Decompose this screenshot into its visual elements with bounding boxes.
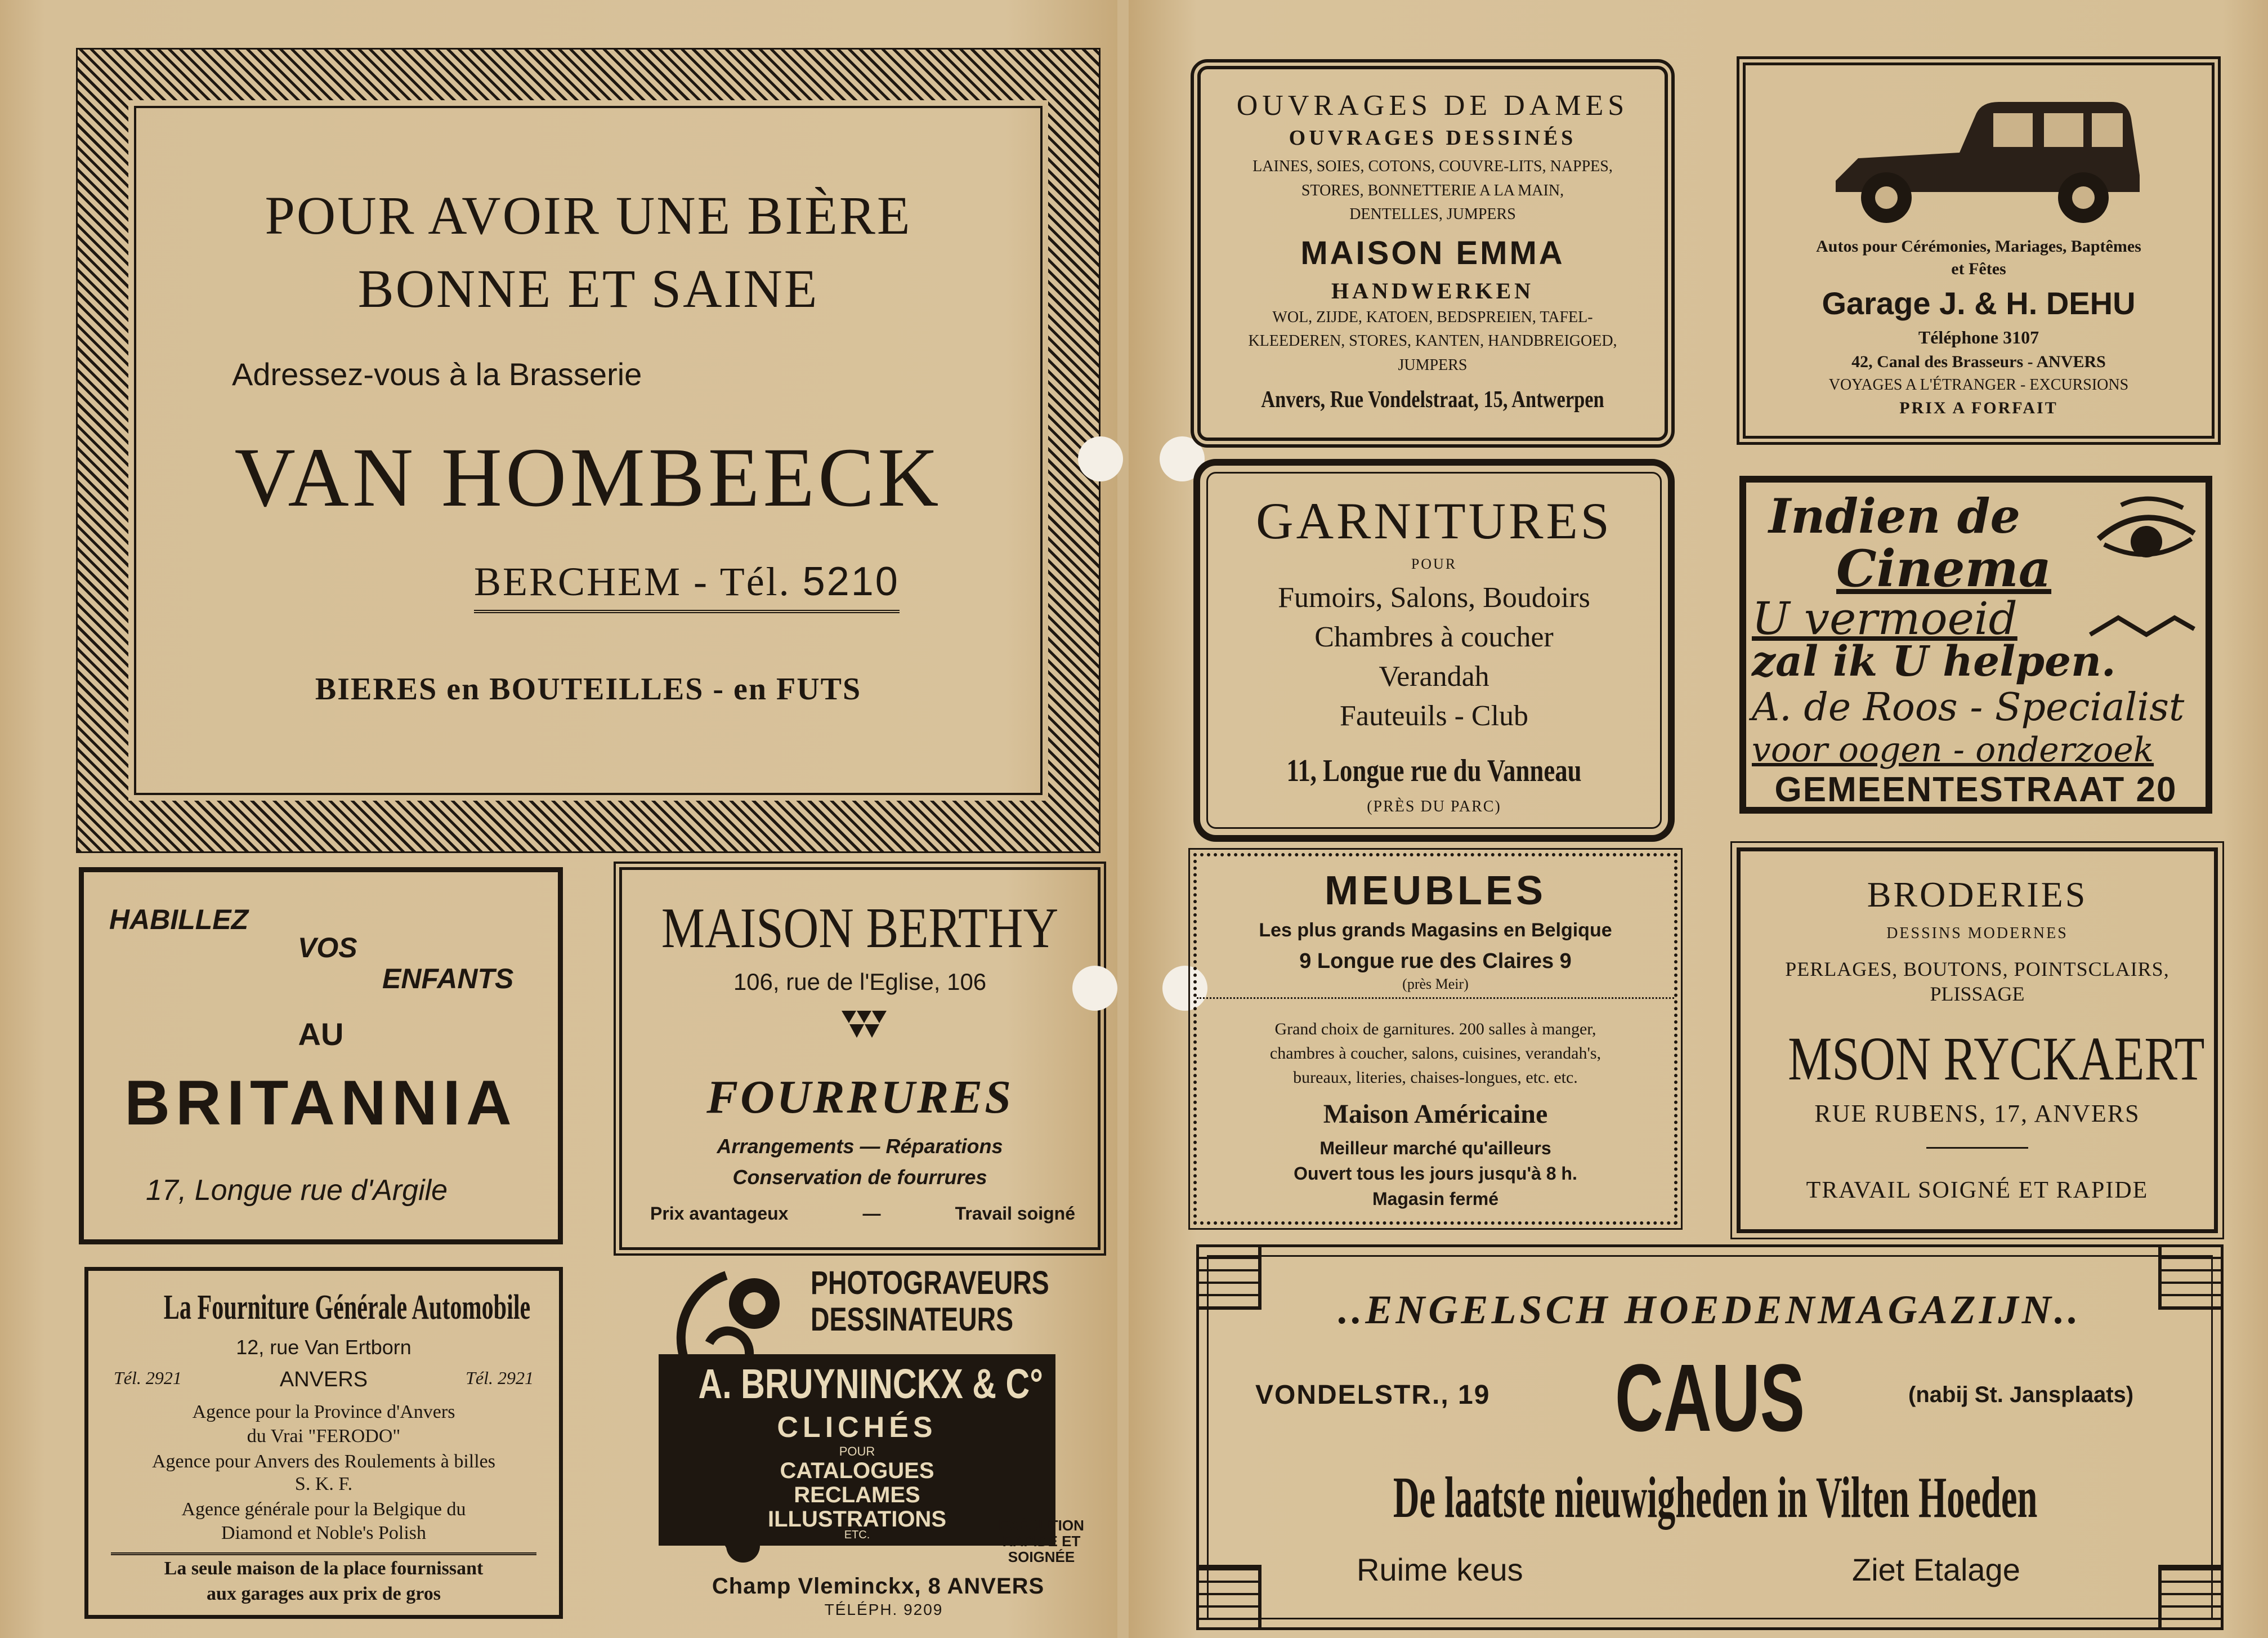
dehu-line1: Autos pour Cérémonies, Mariages, Baptêmes [1816, 237, 2141, 256]
cinema-line3: U vermoeid [1752, 592, 2018, 645]
dehu-phone: Téléphone 3107 [1918, 327, 2039, 347]
footer-text: BIERES en BOUTEILLES - en FUTS [315, 672, 862, 707]
broderies-ad [1737, 847, 2218, 1233]
cinema-line1: Indien de [1769, 488, 2020, 544]
bruyninckx-exec1: EXÉCUTION [999, 1517, 1084, 1534]
caus-slogan: De laatste nieuwigheden in Vilten Hoeden [1393, 1465, 2038, 1530]
bruyninckx-cliches: CLICHÉS [777, 1411, 937, 1444]
meubles-desc3: bureaux, literies, chaises-longues, etc. etc. [1293, 1068, 1578, 1087]
limousine-car-icon [1824, 91, 2151, 226]
caus-name: CAUS [1614, 1345, 1805, 1452]
bruyninckx-c3: ILLUSTRATIONS [767, 1507, 946, 1532]
berthy-dash: — [862, 1203, 881, 1224]
emma-name: MAISON EMMA [1300, 235, 1565, 271]
headline-line2: BONNE ET SAINE [357, 258, 819, 319]
emma-ad [1191, 59, 1675, 448]
broderies-address: RUE RUBENS, 17, ANVERS [1814, 1100, 2140, 1127]
location-text: BERCHEM - Tél. [474, 559, 791, 604]
cinema-line6: voor oogen - onderzoek [1752, 730, 2154, 770]
garnitures-line1: Fumoirs, Salons, Boudoirs [1278, 582, 1590, 614]
caus-title: ..ENGELSCH HOEDENMAGAZIJN.. [1338, 1287, 2082, 1332]
fourniture-line3: Agence pour Anvers des Roulements à billes [152, 1451, 495, 1472]
cinema-line7: GEMEENTESTRAAT 20 [1774, 770, 2177, 809]
fourniture-footer1: La seule maison de la place fournissant [164, 1558, 484, 1579]
emma-line6: JUMPERS [1398, 356, 1468, 374]
emma-line4: WOL, ZIJDE, KATOEN, BEDSPREIEN, TAFEL- [1272, 309, 1593, 326]
garnitures-line4: Fauteuils - Club [1339, 700, 1529, 732]
garnitures-pour: POUR [1411, 556, 1457, 572]
berthy-title: FOURRURES [706, 1071, 1013, 1123]
intro-text: Adressez-vous à la Brasserie [232, 356, 642, 392]
caus-street: VONDELSTR., 19 [1255, 1380, 1491, 1410]
garnitures-address: 11, Longue rue du Vanneau [1286, 753, 1582, 788]
caus-ad [1196, 1244, 2224, 1630]
right-page [1129, 0, 2268, 1638]
bruyninckx-exec2: RAPIDE ET [1002, 1533, 1081, 1550]
meubles-desc1: Grand choix de garnitures. 200 salles à manger, [1274, 1020, 1596, 1038]
berthy-address: 106, rue de l'Eglise, 106 [733, 968, 987, 995]
meubles-name: Maison Américaine [1323, 1099, 1548, 1129]
caus-left: Ruime keus [1357, 1552, 1523, 1587]
cinema-ad [1739, 476, 2212, 814]
meubles-line3: (près Meir) [1402, 976, 1469, 992]
berthy-left: Prix avantageux [650, 1203, 789, 1224]
dehu-line2: et Fêtes [1951, 260, 2006, 278]
bruyninckx-etc: ETC. [844, 1529, 870, 1541]
meubles-title: MEUBLES [1324, 868, 1547, 913]
broderies-sub: DESSINS MODERNES [1886, 925, 2068, 942]
fourniture-city: ANVERS [279, 1368, 368, 1391]
bruyninckx-top1: PHOTOGRAVEURS [811, 1265, 1049, 1301]
fourniture-line1: Agence pour la Province d'Anvers [192, 1402, 455, 1422]
broderies-footer: TRAVAIL SOIGNÉ ET RAPIDE [1806, 1177, 2149, 1203]
britannia-line4: AU [298, 1016, 344, 1052]
caus-near: (nabij St. Jansplaats) [1908, 1382, 2134, 1407]
meubles-line1: Les plus grands Magasins en Belgique [1259, 920, 1612, 941]
meubles-footer2: Ouvert tous les jours jusqu'à 8 h. [1294, 1163, 1577, 1184]
inner-frame [134, 106, 1043, 795]
bruyninckx-pour: POUR [839, 1444, 875, 1458]
bruyninckx-exec3: SOIGNÉE [1008, 1548, 1075, 1565]
garnitures-ad [1193, 459, 1675, 842]
broderies-title: BRODERIES [1867, 874, 2088, 914]
fourniture-tel-right: Tél. 2921 [466, 1368, 534, 1388]
bruyninckx-plate [659, 1354, 1055, 1546]
britannia-ad [79, 867, 563, 1244]
emma-line1: LAINES, SOIES, COTONS, COUVRE-LITS, NAPPES, [1252, 158, 1613, 175]
left-page [0, 0, 1117, 1638]
garnitures-near: (PRÈS DU PARC) [1367, 798, 1501, 815]
meubles-footer1: Meilleur marché qu'ailleurs [1319, 1138, 1551, 1158]
britannia-name: BRITANNIA [124, 1068, 517, 1138]
berthy-footer [650, 1203, 1075, 1224]
emma-title1: OUVRAGES DE DAMES [1236, 90, 1629, 122]
fourniture-tel-row [114, 1368, 534, 1392]
fourniture-line2: du Vrai "FERODO" [247, 1426, 401, 1447]
fourniture-footer2: aux garages aux prix de gros [207, 1583, 441, 1604]
broderies-name: MSON RYCKAERT [1788, 1024, 2205, 1093]
punch-hole-left-top [1078, 436, 1123, 481]
broderies-line2: PLISSAGE [1930, 983, 2025, 1005]
emma-title2: OUVRAGES DESSINÉS [1289, 126, 1577, 150]
bruyninckx-address: Champ Vleminckx, 8 ANVERS [712, 1574, 1045, 1599]
bruyninckx-exec [974, 1518, 1109, 1565]
meubles-line2: 9 Longue rue des Claires 9 [1299, 949, 1572, 973]
diamond-ornament-icon [842, 1011, 887, 1039]
fourniture-line5: Agence générale pour la Belgique du [181, 1499, 466, 1520]
cinema-line5: A. de Roos - Specialist [1752, 685, 2185, 730]
dehu-address: 42, Canal des Brasseurs - ANVERS [1851, 352, 2106, 371]
bruyninckx-top2: DESSINATEURS [811, 1301, 1014, 1338]
brasserie-ad [76, 48, 1101, 853]
berthy-right: Travail soigné [955, 1203, 1075, 1224]
location-line [474, 559, 900, 613]
britannia-address: 17, Longue rue d'Argile [146, 1174, 448, 1207]
berthy-line2: Conservation de fourrures [732, 1166, 987, 1189]
fourniture-line4: S. K. F. [294, 1474, 353, 1494]
emma-address: Anvers, Rue Vondelstraat, 15, Antwerpen [1261, 387, 1604, 413]
garnitures-line2: Chambres à coucher [1314, 621, 1554, 653]
dehu-name: Garage J. & H. DEHU [1822, 285, 2136, 321]
dehu-price: PRIX A FORFAIT [1899, 399, 2058, 417]
berthy-ad [619, 867, 1101, 1250]
bruyninckx-c1: CATALOGUES [780, 1458, 934, 1483]
brewery-name: VAN HOMBEECK [234, 431, 942, 524]
phone-number: 5210 [802, 559, 900, 604]
dehu-travel: VOYAGES A L'ÉTRANGER - EXCURSIONS [1828, 376, 2129, 394]
fourniture-tel-left: Tél. 2921 [114, 1368, 182, 1388]
punch-hole-left-bottom [1072, 966, 1117, 1011]
fourniture-ad [84, 1267, 563, 1619]
fourniture-title: La Fourniture Générale Automobile [163, 1288, 531, 1327]
britannia-line2: VOS [298, 932, 357, 963]
emma-line3: DENTELLES, JUMPERS [1349, 206, 1516, 223]
meubles-footer3: Magasin fermé [1372, 1189, 1499, 1209]
broderies-divider [1926, 1147, 2028, 1149]
emma-line5: KLEEDEREN, STORES, KANTEN, HANDBREIGOED, [1248, 332, 1617, 350]
dehu-ad [1737, 56, 2221, 445]
garnitures-line3: Verandah [1379, 660, 1489, 693]
emma-title3: HANDWERKEN [1331, 278, 1535, 304]
caus-right: Ziet Etalage [1852, 1552, 2020, 1587]
cinema-line4: zal ik U helpen. [1752, 637, 2116, 686]
emma-line2: STORES, BONNETTERIE A LA MAIN, [1301, 182, 1564, 199]
berthy-line1: Arrangements — Réparations [717, 1135, 1003, 1158]
britannia-line3: ENFANTS [382, 963, 514, 994]
garnitures-title: GARNITURES [1256, 492, 1612, 550]
fourniture-street: 12, rue Van Ertborn [236, 1336, 411, 1359]
britannia-line1: HABILLEZ [109, 904, 249, 935]
bruyninckx-ad [659, 1264, 1109, 1619]
meubles-divider [1197, 997, 1674, 999]
fourniture-divider [111, 1552, 536, 1555]
bruyninckx-name: A. BRUYNINCKX & C° [698, 1360, 1043, 1407]
headline-line1: POUR AVOIR UNE BIÈRE [265, 185, 912, 246]
bruyninckx-phone: TÉLÉPH. 9209 [824, 1601, 943, 1618]
corner-ornament-icon [1196, 1565, 1262, 1630]
berthy-name: MAISON BERTHY [661, 896, 1059, 960]
meubles-desc2: chambres à coucher, salons, cuisines, verandah's, [1269, 1044, 1602, 1063]
meubles-ad [1193, 853, 1677, 1225]
broderies-line1: PERLAGES, BOUTONS, POINTSCLAIRS, [1785, 958, 2169, 980]
bruyninckx-c2: RECLAMES [794, 1483, 920, 1507]
cinema-line2: Cinema [1836, 539, 2052, 599]
fourniture-line6: Diamond et Noble's Polish [221, 1523, 427, 1543]
